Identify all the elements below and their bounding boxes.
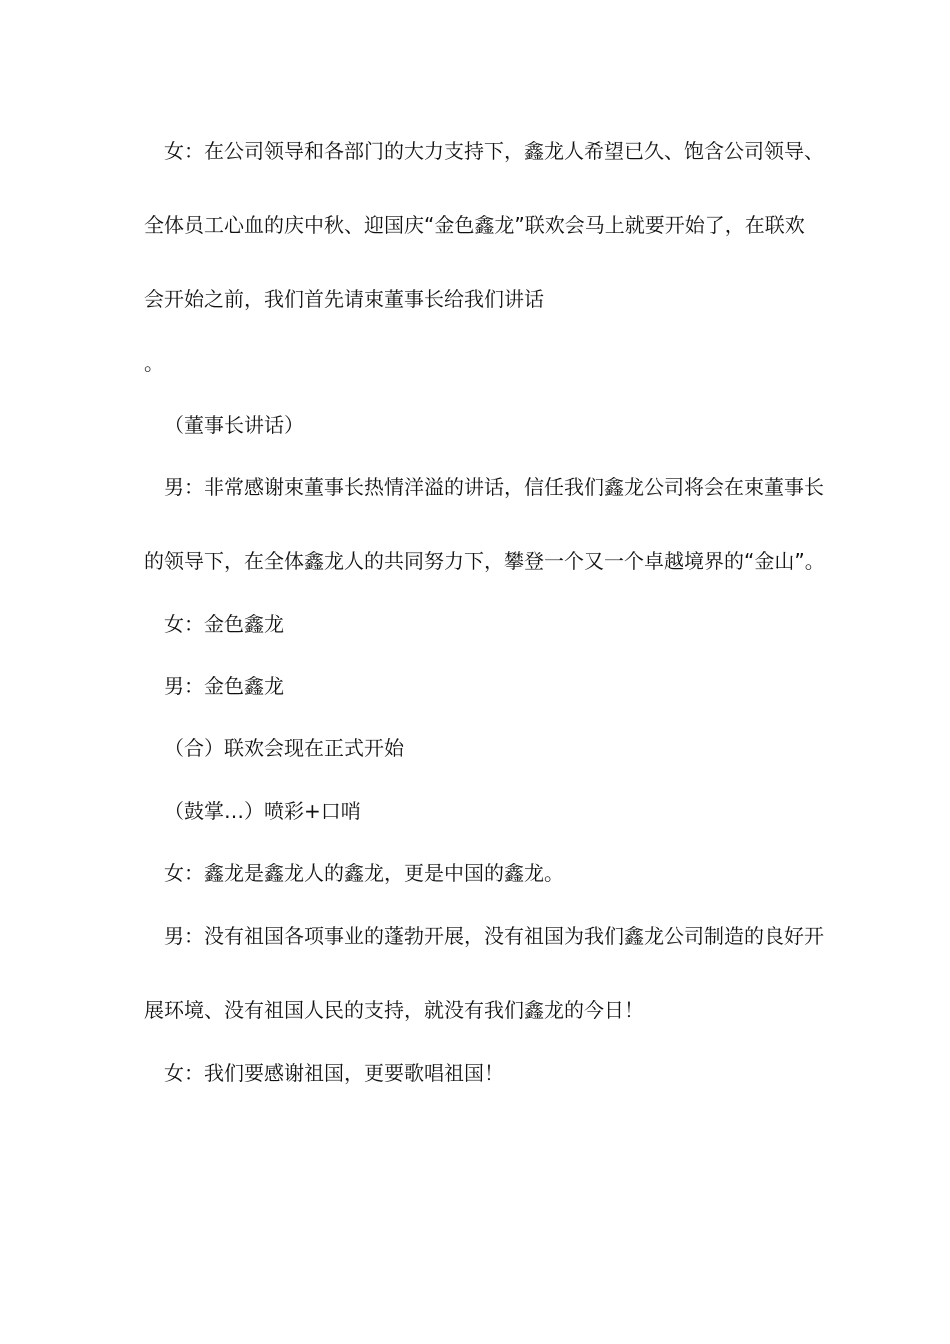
text-line: 女：在公司领导和各部门的大力支持下，鑫龙人希望已久、饱含公司领导、 — [164, 139, 824, 163]
text-line: 会开始之前，我们首先请束董事长给我们讲话 — [144, 287, 544, 311]
text-line: 。 — [144, 351, 164, 375]
text-line: （董事长讲话） — [164, 413, 304, 437]
text-line: 男：没有祖国各项事业的蓬勃开展，没有祖国为我们鑫龙公司制造的良好开 — [164, 924, 824, 948]
text-line: 展环境、没有祖国人民的支持，就没有我们鑫龙的今日！ — [144, 998, 644, 1022]
text-line: 女：鑫龙是鑫龙人的鑫龙，更是中国的鑫龙。 — [164, 861, 564, 885]
text-line: 的领导下，在全体鑫龙人的共同努力下，攀登一个又一个卓越境界的“金山”。 — [144, 549, 825, 573]
text-line: （合）联欢会现在正式开始 — [164, 736, 404, 760]
text-line: 女：我们要感谢祖国，更要歌唱祖国！ — [164, 1061, 504, 1085]
text-line: 男：非常感谢束董事长热情洋溢的讲话，信任我们鑫龙公司将会在束董事长 — [164, 475, 824, 499]
text-line: 男：金色鑫龙 — [164, 674, 284, 698]
text-line: （鼓掌…）喷彩+口哨 — [164, 799, 361, 823]
text-line: 女：金色鑫龙 — [164, 612, 284, 636]
text-line: 全体员工心血的庆中秋、迎国庆“金色鑫龙”联欢会马上就要开始了，在联欢 — [144, 213, 805, 237]
